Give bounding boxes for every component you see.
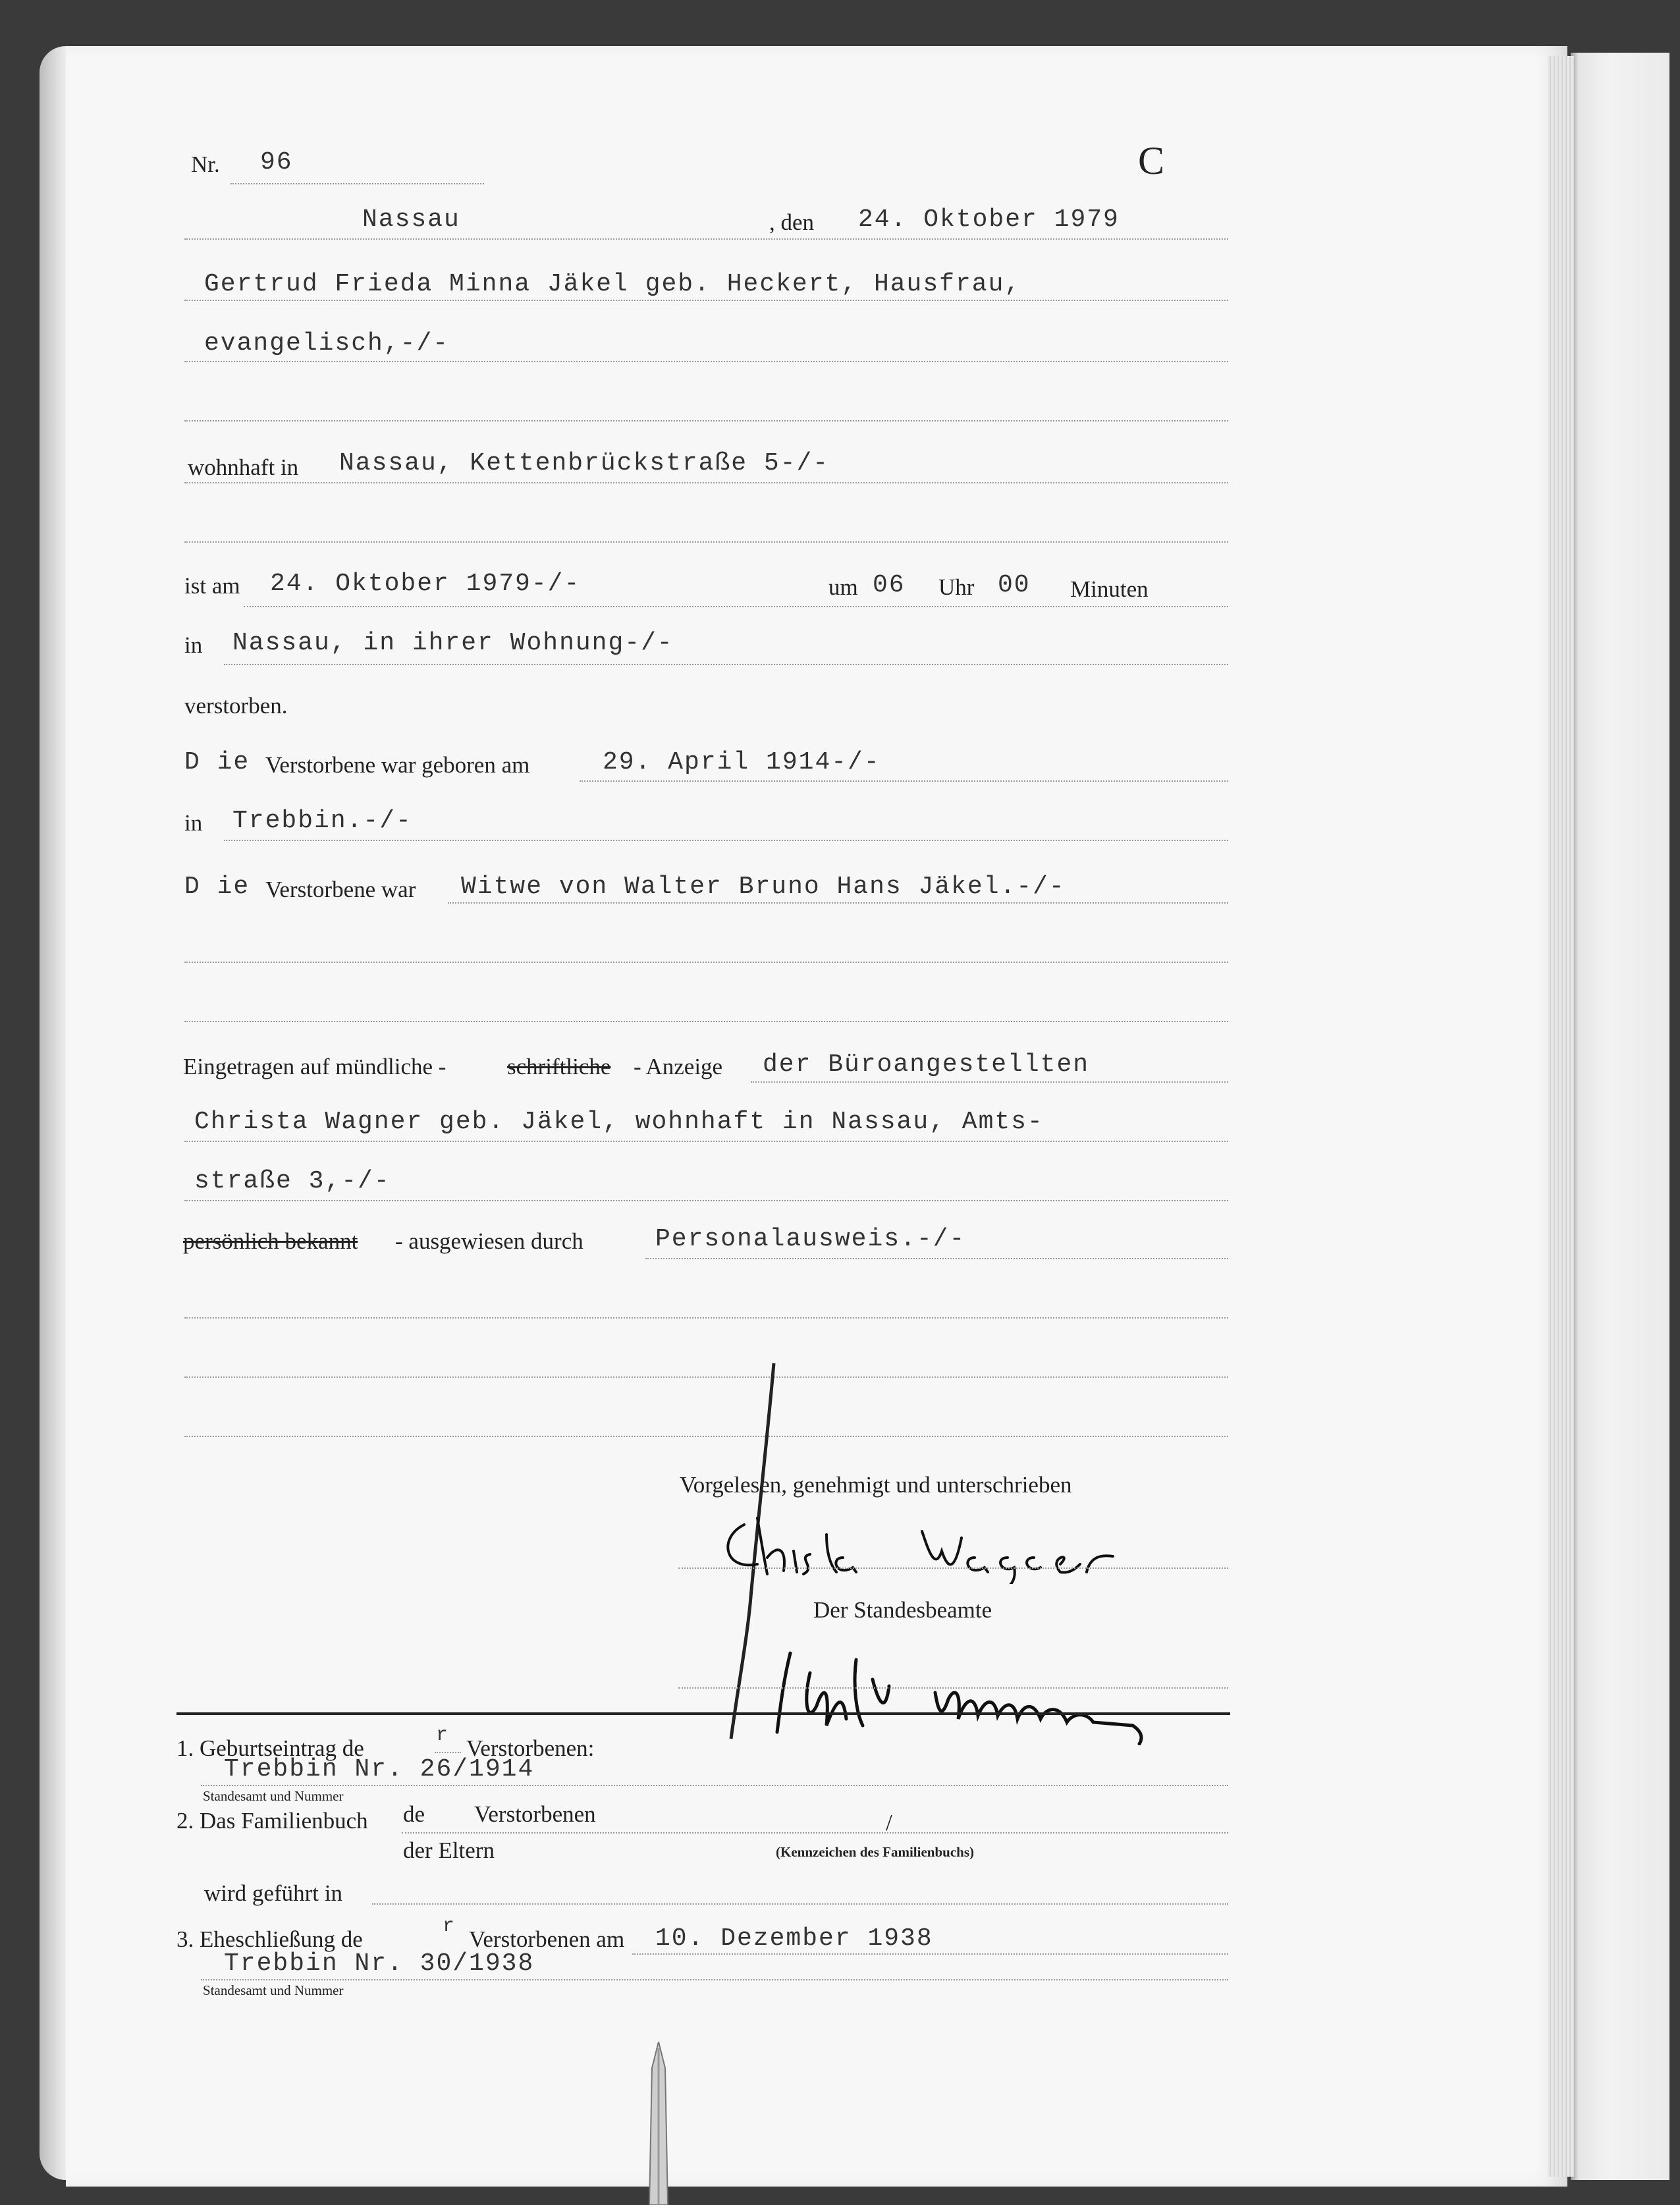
line <box>184 1376 1228 1378</box>
line <box>184 300 1228 301</box>
line <box>184 238 1228 240</box>
birth-label: Verstorbene war geboren am <box>265 752 530 778</box>
marital-prefix: D ie <box>184 873 250 901</box>
line <box>224 664 1228 665</box>
nr-label: Nr. <box>191 151 220 177</box>
in-label: in <box>184 632 203 658</box>
standesamt-label-2: Standesamt und Nummer <box>203 1982 344 1998</box>
item2-verstorbenen: Verstorbenen <box>474 1801 596 1827</box>
line <box>184 1436 1228 1437</box>
report-line1: der Büroangestellten <box>763 1050 1090 1079</box>
birth-in-label: in <box>184 810 203 836</box>
ausgewiesen-label: - ausgewiesen durch <box>395 1228 583 1254</box>
pen-tip-image <box>639 2042 678 2205</box>
line <box>184 1317 1228 1319</box>
line <box>678 1687 1228 1689</box>
birth-prefix: D ie <box>184 748 250 776</box>
death-minutes: 00 <box>998 571 1031 599</box>
death-date: 24. Oktober 1979-/- <box>270 570 581 598</box>
kennzeichen-label: (Kennzeichen des Familienbuchs) <box>776 1844 975 1860</box>
residence-label: wohnhaft in <box>188 454 299 480</box>
marital-label: Verstorbene war <box>265 877 416 902</box>
line <box>184 541 1228 543</box>
facing-page <box>1571 53 1669 2180</box>
item3-label-b: Verstorbenen am <box>469 1926 625 1952</box>
line <box>751 1081 1228 1083</box>
informant-signature-image <box>705 1511 1166 1584</box>
report-line2: Christa Wagner geb. Jäkel, wohnhaft in Nassau, Amts- <box>194 1108 1044 1136</box>
item1-label-b: Verstorbenen: <box>466 1735 595 1761</box>
line <box>184 962 1228 963</box>
record-date: 24. Oktober 1979 <box>858 205 1120 234</box>
line <box>435 1752 461 1753</box>
known-struck: persönlich bekannt <box>183 1228 358 1254</box>
uhr-label: Uhr <box>938 574 975 600</box>
gefuehrt-label: wird geführt in <box>204 1880 342 1906</box>
den-label: , den <box>769 209 815 235</box>
marriage-date: 10. Dezember 1938 <box>655 1924 933 1953</box>
register-letter: C <box>1138 139 1165 182</box>
closing-text: Vorgelesen, genehmigt und unterschrieben <box>680 1472 1072 1498</box>
item1-suffix: r <box>436 1724 450 1747</box>
item3-suffix: r <box>443 1915 456 1938</box>
line <box>184 1200 1228 1201</box>
standesamt-label: Standesamt und Nummer <box>203 1788 344 1804</box>
line <box>224 840 1228 841</box>
id-document: Personalausweis.-/- <box>655 1225 966 1253</box>
line <box>678 1567 1228 1569</box>
line <box>402 1832 1228 1834</box>
section-divider <box>176 1712 1230 1715</box>
report-struck: schriftliche <box>507 1054 611 1079</box>
verstorben-label: verstorben. <box>184 693 288 719</box>
line <box>184 361 1228 362</box>
line <box>201 1785 1228 1786</box>
place: Nassau <box>362 205 460 234</box>
death-hour: 06 <box>873 571 906 599</box>
item2-label: 2. Das Familienbuch <box>176 1808 368 1834</box>
religion: evangelisch,-/- <box>204 329 450 358</box>
nr-line <box>230 183 484 184</box>
item2-de: de <box>403 1801 425 1827</box>
ist-am-label: ist am <box>184 573 240 599</box>
registrar-signature-image <box>764 1640 1238 1745</box>
marriage-entry: Trebbin Nr. 30/1938 <box>224 1949 535 1978</box>
nr-value: 96 <box>260 148 293 177</box>
um-label: um <box>828 574 858 600</box>
registrar-label: Der Standesbeamte <box>813 1597 992 1623</box>
item2-eltern: der Eltern <box>403 1838 495 1863</box>
register-page <box>66 46 1567 2187</box>
line <box>645 1258 1228 1259</box>
page-stack-edge <box>1548 56 1574 2177</box>
residence: Nassau, Kettenbrückstraße 5-/- <box>339 449 830 477</box>
item2-slash: / <box>886 1810 892 1836</box>
death-place: Nassau, in ihrer Wohnung-/- <box>232 629 674 657</box>
line <box>244 606 1228 607</box>
deceased-name: Gertrud Frieda Minna Jäkel geb. Heckert, Hausfrau, <box>204 270 1021 298</box>
report-label-b: - Anzeige <box>634 1054 723 1079</box>
line <box>184 1021 1228 1022</box>
report-label-a: Eingetragen auf mündliche - <box>183 1054 447 1079</box>
line <box>184 482 1228 483</box>
birth-entry: Trebbin Nr. 26/1914 <box>224 1755 535 1783</box>
item1-label: 1. Geburtseintrag de <box>176 1735 364 1761</box>
line <box>580 780 1228 782</box>
line <box>448 902 1228 904</box>
birth-date: 29. April 1914-/- <box>603 748 881 776</box>
item3-label: 3. Eheschließung de <box>176 1926 363 1952</box>
birth-place: Trebbin.-/- <box>232 807 412 835</box>
line <box>372 1903 1228 1905</box>
line <box>184 420 1228 422</box>
line <box>201 1979 1228 1980</box>
line <box>184 1141 1228 1142</box>
minuten-label: Minuten <box>1070 576 1149 602</box>
marital-value: Witwe von Walter Bruno Hans Jäkel.-/- <box>461 873 1066 901</box>
report-line3: straße 3,-/- <box>194 1167 391 1195</box>
line <box>632 1953 1228 1955</box>
